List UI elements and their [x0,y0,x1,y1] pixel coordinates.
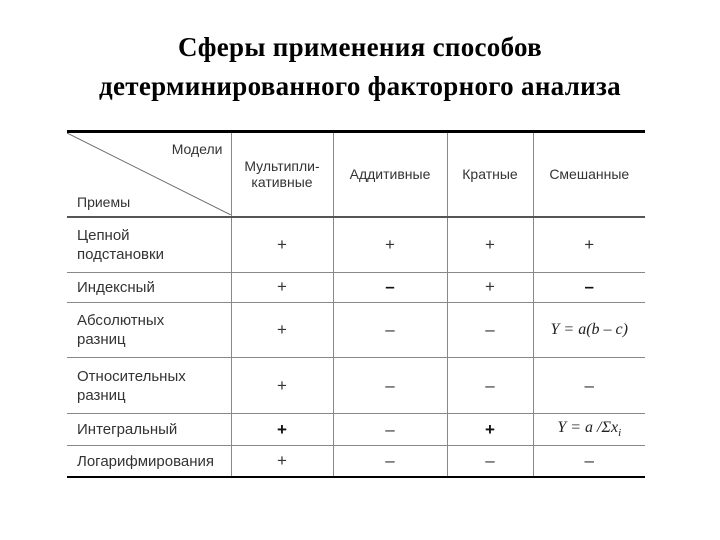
method-name-cell [67,302,231,357]
mark-additive: – [333,446,447,476]
mark-additive: + [333,217,447,272]
table-header-row [67,133,645,217]
mark-mixed: – [533,446,645,476]
mark-mixed: – [533,358,645,413]
title-line-2: детерминированного факторного анализа [99,71,621,101]
mark-multiple: + [447,217,533,272]
header-additive: Аддитивные [333,133,447,217]
mark-additive: – [333,358,447,413]
method-name-cell [67,358,231,413]
mark-additive: – [333,302,447,357]
corner-header-cell [67,133,231,217]
mark-multiplicative: + [231,358,333,413]
method-name-cell [67,217,231,272]
method-name-line-2: разниц [77,386,126,404]
header-multiplicative-line-1: Мультипли- [244,158,320,175]
table-row [67,446,645,476]
mark-mixed: + [533,217,645,272]
methods-table [67,133,645,476]
method-name-line-1: Абсолютных [77,312,165,330]
mark-multiple: – [447,358,533,413]
models-label: Модели [171,141,223,157]
method-name-line-1: Цепной [77,226,130,244]
methods-table-container [67,130,645,478]
mark-multiple: – [447,302,533,357]
method-name-line-1: Относительных [77,367,186,385]
slide-title [0,28,720,106]
mark-multiplicative: + [231,272,333,302]
table-row [67,413,645,445]
table-row [67,272,645,302]
methods-label: Приемы [77,193,131,210]
mark-mixed: – [533,272,645,302]
mark-multiple: + [447,272,533,302]
method-name-cell: Логарифмирования [67,446,231,476]
title-line-1: Сферы применения способов [177,32,543,62]
formula-mixed: Y = a(b – c) [533,302,645,357]
table-row [67,358,645,413]
method-name-line-2: разниц [77,331,126,349]
mark-multiplicative: + [231,217,333,272]
mark-additive: – [333,272,447,302]
header-multiplicative-line-2: кативные [251,174,313,191]
mark-additive: – [333,413,447,445]
header-mixed: Смешанные [533,133,645,217]
formula-main: Y = a /Σx [557,419,619,437]
formula-mixed [533,413,645,445]
mark-multiplicative: + [231,413,333,445]
mark-multiplicative: + [231,302,333,357]
header-multiple: Кратные [447,133,533,217]
method-name-cell: Интегральный [67,413,231,445]
table-row [67,302,645,357]
formula-subscript: i [618,427,622,440]
header-multiplicative [231,133,333,217]
table-row [67,217,645,272]
mark-multiplicative: + [231,446,333,476]
mark-multiple: + [447,413,533,445]
method-name-cell: Индексный [67,272,231,302]
method-name-line-2: подстановки [77,245,164,263]
mark-multiple: – [447,446,533,476]
